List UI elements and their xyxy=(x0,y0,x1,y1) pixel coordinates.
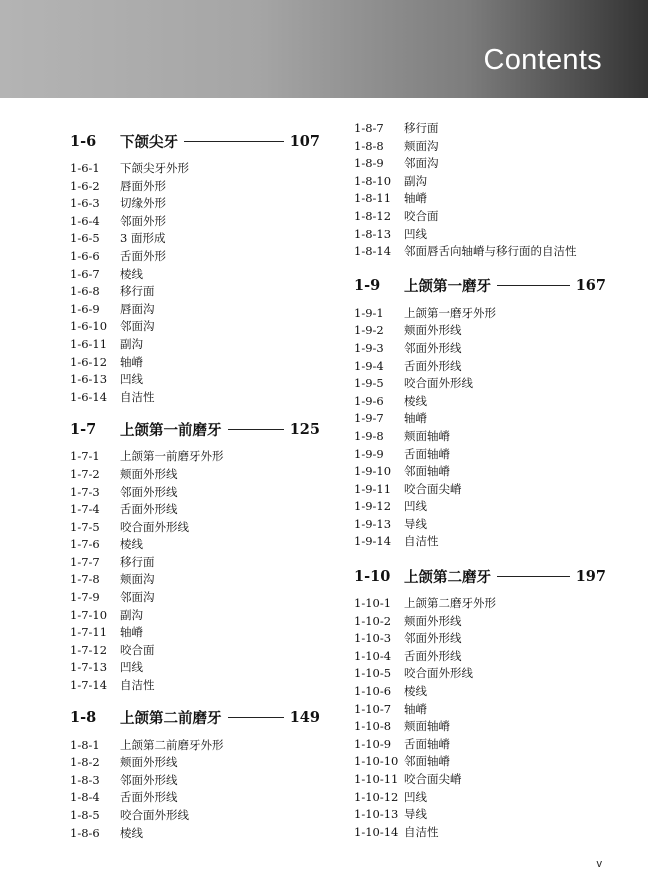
entry-title: 棱线 xyxy=(120,266,143,281)
entry-number: 1-7-6 xyxy=(70,537,100,552)
toc-entry xyxy=(354,138,606,156)
toc-entry xyxy=(354,463,606,481)
entry-number: 1-9-8 xyxy=(354,428,384,443)
toc-entry xyxy=(354,718,606,736)
entry-number: 1-7-4 xyxy=(70,502,100,517)
entry-number: 1-10-13 xyxy=(354,807,399,822)
section-title: 上颌第一前磨牙 xyxy=(120,421,222,439)
entry-number: 1-7-14 xyxy=(70,678,108,693)
entry-number: 1-9-9 xyxy=(354,446,384,461)
entry-number: 1-10-12 xyxy=(354,789,399,804)
section-number: 1-7 xyxy=(70,420,97,438)
toc-entry xyxy=(354,595,606,613)
toc-entry xyxy=(354,446,606,464)
toc-section-heading xyxy=(70,416,320,442)
toc-entry xyxy=(354,481,606,499)
toc-entry xyxy=(70,448,320,466)
toc-entry xyxy=(354,824,606,842)
leader-line xyxy=(228,429,284,430)
entry-title: 棱线 xyxy=(404,684,427,699)
toc-entry xyxy=(354,806,606,824)
toc-entry xyxy=(70,248,320,266)
entry-number: 1-8-1 xyxy=(70,737,100,752)
section-number: 1-10 xyxy=(354,567,391,585)
entry-number: 1-6-14 xyxy=(70,389,108,404)
toc-entry xyxy=(70,659,320,677)
entry-number: 1-10-4 xyxy=(354,648,392,663)
entry-title: 自洁性 xyxy=(120,389,155,404)
entry-title: 轴嵴 xyxy=(120,354,143,369)
entry-number: 1-9-10 xyxy=(354,464,392,479)
entry-number: 1-6-3 xyxy=(70,196,100,211)
entry-title: 自洁性 xyxy=(404,824,439,839)
entry-title: 颊面外形线 xyxy=(404,613,462,628)
entry-title: 舌面轴嵴 xyxy=(404,736,450,751)
entry-title: 移行面 xyxy=(120,284,155,299)
entry-title: 咬合面 xyxy=(120,642,155,657)
toc-entry xyxy=(70,519,320,537)
toc-entry xyxy=(70,484,320,502)
entry-number: 1-6-1 xyxy=(70,161,100,175)
toc-entry xyxy=(354,155,606,173)
entry-title: 邻面外形线 xyxy=(120,772,178,787)
entry-number: 1-8-10 xyxy=(354,173,392,188)
entry-title: 切缘外形 xyxy=(120,196,166,211)
entry-title: 邻面沟 xyxy=(120,319,155,334)
entry-number: 1-9-3 xyxy=(354,340,384,355)
entry-number: 1-6-7 xyxy=(70,266,100,281)
entry-number: 1-10-8 xyxy=(354,719,392,734)
entry-number: 1-9-11 xyxy=(354,481,392,496)
toc-entry xyxy=(354,701,606,719)
toc-entry xyxy=(354,305,606,323)
entry-title: 颊面轴嵴 xyxy=(404,719,450,734)
toc-entry xyxy=(70,195,320,213)
entry-number: 1-10-5 xyxy=(354,666,392,681)
entry-title: 颊面外形线 xyxy=(120,466,178,481)
entry-number: 1-6-11 xyxy=(70,336,108,351)
toc-section-heading xyxy=(70,705,320,731)
toc-entry xyxy=(70,501,320,519)
toc-entry xyxy=(70,371,320,389)
entry-number: 1-7-5 xyxy=(70,519,100,534)
toc-entry xyxy=(70,624,320,642)
entry-number: 1-7-9 xyxy=(70,590,100,605)
toc-entry xyxy=(354,190,606,208)
entry-title: 唇面外形 xyxy=(120,178,166,193)
entry-title: 上颌第一前磨牙外形 xyxy=(120,449,224,464)
toc-entry xyxy=(354,498,606,516)
toc-section-heading xyxy=(354,273,606,299)
section-page-number: 167 xyxy=(575,277,606,295)
entry-number: 1-8-4 xyxy=(70,790,100,805)
entry-title: 自洁性 xyxy=(404,534,439,549)
toc-entry xyxy=(354,648,606,666)
entry-number: 1-7-7 xyxy=(70,554,100,569)
toc-entry xyxy=(354,340,606,358)
entry-number: 1-7-1 xyxy=(70,449,100,464)
entry-number: 1-9-2 xyxy=(354,323,384,338)
toc-entry xyxy=(70,554,320,572)
toc-entry xyxy=(354,393,606,411)
toc-entry xyxy=(70,283,320,301)
entry-title: 颊面外形线 xyxy=(404,323,462,338)
entry-number: 1-9-14 xyxy=(354,534,392,549)
entry-number: 1-6-5 xyxy=(70,231,100,246)
toc-entry xyxy=(354,243,606,261)
entry-number: 1-7-10 xyxy=(70,607,108,622)
toc-entry xyxy=(354,428,606,446)
entry-title: 移行面 xyxy=(120,554,155,569)
toc-entry xyxy=(70,737,320,755)
toc-entry xyxy=(354,789,606,807)
entry-title: 导线 xyxy=(404,516,427,531)
section-number: 1-8 xyxy=(70,709,97,727)
entry-number: 1-9-5 xyxy=(354,376,384,391)
entry-number: 1-9-1 xyxy=(354,305,384,320)
entry-title: 上颌第二磨牙外形 xyxy=(404,596,496,611)
entry-title: 自洁性 xyxy=(120,678,155,693)
toc-entry xyxy=(70,213,320,231)
entry-number: 1-6-6 xyxy=(70,248,100,263)
entry-number: 1-7-11 xyxy=(70,625,108,640)
toc-entry xyxy=(354,630,606,648)
entry-number: 1-9-12 xyxy=(354,499,392,514)
section-title: 上颌第一磨牙 xyxy=(404,278,491,296)
entry-title: 凹线 xyxy=(404,789,427,804)
section-title: 上颌第二磨牙 xyxy=(404,568,491,586)
entry-title: 咬合面外形线 xyxy=(120,808,189,822)
entry-number: 1-10-2 xyxy=(354,613,392,628)
entry-title: 下颌尖牙外形 xyxy=(120,161,189,175)
entry-title: 舌面轴嵴 xyxy=(404,446,450,461)
toc-entry xyxy=(354,410,606,428)
entry-number: 1-7-12 xyxy=(70,642,108,657)
toc-entry xyxy=(70,571,320,589)
entry-title: 轴嵴 xyxy=(120,625,143,640)
entry-title: 凹线 xyxy=(120,372,143,387)
toc-entry xyxy=(354,375,606,393)
toc-column-left xyxy=(70,120,320,842)
entry-title: 导线 xyxy=(404,807,427,822)
section-title: 上颌第二前磨牙 xyxy=(120,710,222,728)
toc-entry xyxy=(70,389,320,407)
entry-title: 副沟 xyxy=(120,336,143,351)
entry-title: 唇面沟 xyxy=(120,301,155,316)
entry-number: 1-6-13 xyxy=(70,372,108,387)
toc-entry xyxy=(354,665,606,683)
entry-number: 1-8-3 xyxy=(70,772,100,787)
entry-title: 副沟 xyxy=(120,607,143,622)
entry-title: 颊面外形线 xyxy=(120,755,178,770)
entry-title: 轴嵴 xyxy=(404,411,427,426)
entry-number: 1-10-7 xyxy=(354,701,392,716)
entry-title: 棱线 xyxy=(120,537,143,552)
toc-entry xyxy=(354,736,606,754)
toc-entry xyxy=(70,230,320,248)
entry-title: 舌面外形线 xyxy=(404,648,462,663)
section-page-number: 125 xyxy=(289,420,320,438)
toc-entry xyxy=(354,753,606,771)
toc-entry xyxy=(70,642,320,660)
header-banner xyxy=(0,0,648,98)
entry-number: 1-6-9 xyxy=(70,301,100,316)
toc-entry xyxy=(354,683,606,701)
entry-number: 1-7-3 xyxy=(70,484,100,499)
entry-number: 1-9-4 xyxy=(354,358,384,373)
entry-number: 1-10-14 xyxy=(354,824,399,839)
toc-entry xyxy=(354,771,606,789)
toc-entry xyxy=(70,466,320,484)
toc-section-heading xyxy=(70,128,320,154)
entry-number: 1-8-5 xyxy=(70,808,100,822)
entry-title: 棱线 xyxy=(404,393,427,408)
toc-entry xyxy=(70,178,320,196)
entry-number: 1-8-13 xyxy=(354,226,392,241)
section-page-number: 149 xyxy=(289,709,320,727)
toc-entry xyxy=(70,607,320,625)
section-page-number: 107 xyxy=(289,132,320,150)
entry-number: 1-10-10 xyxy=(354,754,399,769)
entry-title: 邻面外形线 xyxy=(404,631,462,646)
entry-title: 颊面沟 xyxy=(404,138,439,153)
entry-number: 1-9-6 xyxy=(354,393,384,408)
entry-number: 1-6-8 xyxy=(70,284,100,299)
section-title: 下颌尖牙 xyxy=(120,133,178,151)
entry-number: 1-6-2 xyxy=(70,178,100,193)
entry-title: 舌面外形线 xyxy=(404,358,462,373)
entry-number: 1-8-11 xyxy=(354,191,392,206)
entry-title: 颊面沟 xyxy=(120,572,155,587)
toc-entry xyxy=(70,354,320,372)
toc-entry xyxy=(70,536,320,554)
entry-title: 上颌第一磨牙外形 xyxy=(404,305,496,320)
leader-line xyxy=(184,141,284,142)
entry-title: 颊面轴嵴 xyxy=(404,428,450,443)
toc-entry xyxy=(354,358,606,376)
entry-title: 邻面外形线 xyxy=(120,484,178,499)
entry-title: 上颌第二前磨牙外形 xyxy=(120,737,224,752)
toc-entry xyxy=(70,336,320,354)
entry-number: 1-10-11 xyxy=(354,772,399,786)
entry-title: 咬合面尖嵴 xyxy=(404,481,462,496)
entry-number: 1-7-2 xyxy=(70,466,100,481)
entry-title: 邻面轴嵴 xyxy=(404,754,450,769)
entry-number: 1-8-8 xyxy=(354,138,384,153)
entry-number: 1-9-7 xyxy=(354,411,384,426)
section-number: 1-9 xyxy=(354,277,381,295)
entry-title: 邻面唇舌向轴嵴与移行面的自洁性 xyxy=(404,244,577,259)
entry-title: 邻面外形线 xyxy=(404,340,462,355)
entry-title: 邻面沟 xyxy=(404,156,439,171)
entry-number: 1-10-3 xyxy=(354,631,392,646)
entry-title: 棱线 xyxy=(120,825,143,840)
entry-number: 1-10-6 xyxy=(354,684,392,699)
entry-number: 1-8-12 xyxy=(354,208,392,223)
toc-column-right xyxy=(354,120,606,841)
entry-title: 舌面外形 xyxy=(120,248,166,263)
entry-number: 1-10-1 xyxy=(354,596,392,611)
toc-entry xyxy=(70,677,320,695)
toc-entry xyxy=(70,301,320,319)
entry-title: 咬合面外形线 xyxy=(404,376,473,391)
entry-title: 轴嵴 xyxy=(404,701,427,716)
entry-number: 1-8-9 xyxy=(354,156,384,171)
entry-title: 凹线 xyxy=(404,499,427,514)
entry-title: 移行面 xyxy=(404,121,439,135)
entry-number: 1-7-8 xyxy=(70,572,100,587)
entry-title: 舌面外形线 xyxy=(120,790,178,805)
toc-entry xyxy=(70,789,320,807)
entry-number: 1-10-9 xyxy=(354,736,392,751)
entry-title: 凹线 xyxy=(120,660,143,675)
toc-entry xyxy=(70,589,320,607)
toc-entry xyxy=(354,173,606,191)
toc-entry xyxy=(354,208,606,226)
entry-number: 1-6-4 xyxy=(70,213,100,228)
entry-title: 3 面形成 xyxy=(120,231,166,246)
entry-title: 邻面轴嵴 xyxy=(404,464,450,479)
entry-number: 1-8-14 xyxy=(354,244,392,259)
entry-number: 1-7-13 xyxy=(70,660,108,675)
toc-entry xyxy=(70,807,320,825)
toc-entry xyxy=(354,322,606,340)
entry-title: 邻面沟 xyxy=(120,590,155,605)
leader-line xyxy=(228,717,284,718)
toc-entry xyxy=(354,516,606,534)
entry-title: 咬合面外形线 xyxy=(404,666,473,681)
entry-title: 邻面外形 xyxy=(120,213,166,228)
toc-entry xyxy=(354,533,606,551)
toc-entry xyxy=(70,266,320,284)
leader-line xyxy=(497,285,570,286)
entry-number: 1-9-13 xyxy=(354,516,392,531)
toc-entry xyxy=(70,160,320,178)
entry-title: 咬合面外形线 xyxy=(120,519,189,534)
entry-title: 咬合面尖嵴 xyxy=(404,772,462,786)
toc-section-heading xyxy=(354,563,606,589)
toc-entry xyxy=(70,754,320,772)
entry-title: 轴嵴 xyxy=(404,191,427,206)
toc-entry xyxy=(354,226,606,244)
page-title: Contents xyxy=(483,44,602,76)
toc-entry xyxy=(70,318,320,336)
entry-number: 1-6-12 xyxy=(70,354,108,369)
page-number: v xyxy=(596,858,602,870)
toc-entry xyxy=(354,613,606,631)
toc-entry xyxy=(70,825,320,843)
leader-line xyxy=(497,576,570,577)
entry-title: 凹线 xyxy=(404,226,427,241)
entry-number: 1-8-2 xyxy=(70,755,100,770)
entry-title: 副沟 xyxy=(404,173,427,188)
entry-number: 1-8-7 xyxy=(354,121,384,135)
entry-number: 1-6-10 xyxy=(70,319,108,334)
entry-title: 咬合面 xyxy=(404,208,439,223)
toc-entry xyxy=(70,772,320,790)
toc-entry xyxy=(354,120,606,138)
section-page-number: 197 xyxy=(575,567,606,585)
entry-title: 舌面外形线 xyxy=(120,502,178,517)
entry-number: 1-8-6 xyxy=(70,825,100,840)
section-number: 1-6 xyxy=(70,132,97,150)
